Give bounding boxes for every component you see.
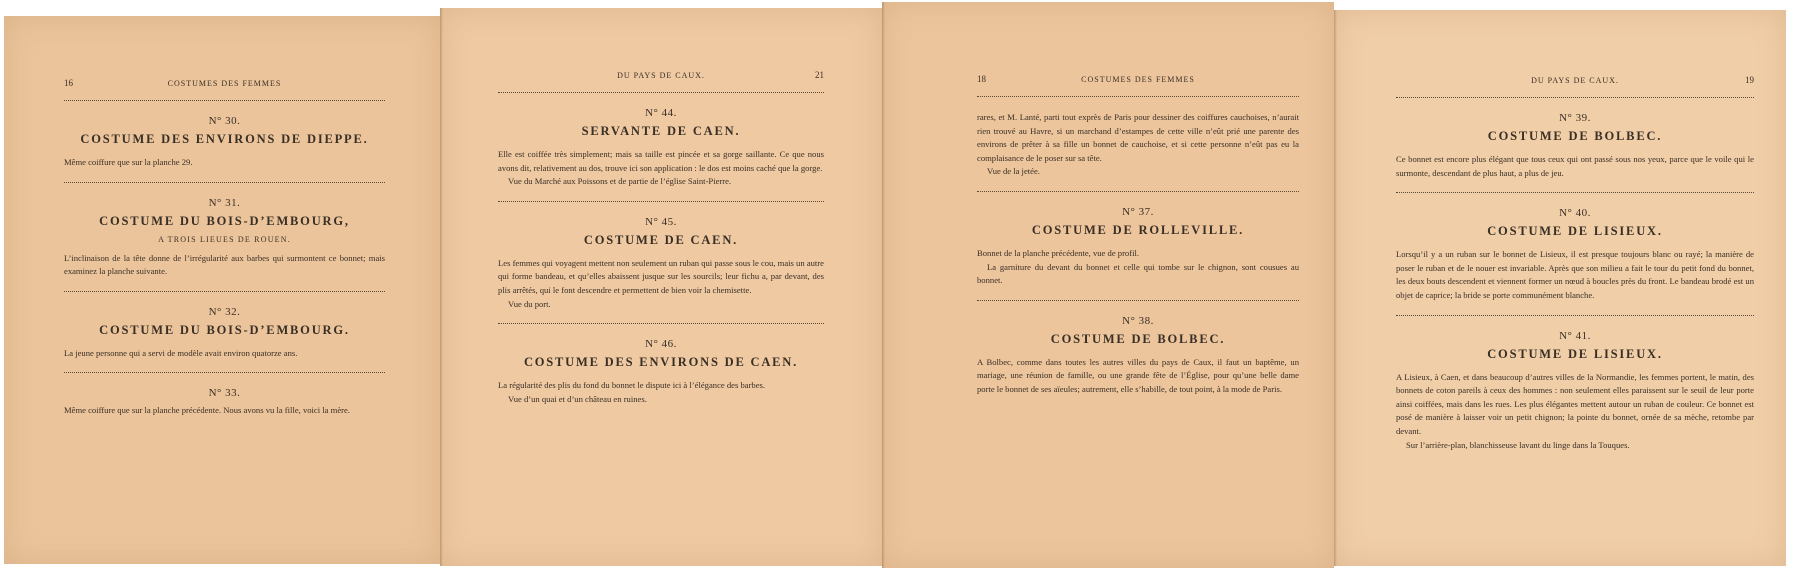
page-16 xyxy=(4,16,440,564)
section-n38 xyxy=(977,315,1299,397)
section-text: La garniture du devant du bonnet et celle qui tombe sur le chignon, sont cousues au bonnet. xyxy=(977,261,1299,286)
section-text: Vue du port. xyxy=(508,298,551,309)
dotted-rule xyxy=(1396,97,1754,98)
section-title: COSTUME DE LISIEUX. xyxy=(1487,224,1663,239)
section-text: Elle est coiffée très simplement; mais sa taille est pincée et sa gorge saillante. Ce que nous avons dit, relativement au dos, trouve ici son application : le dos est moins caché que la gorge. xyxy=(498,149,824,173)
dotted-rule xyxy=(64,100,385,101)
section-n39 xyxy=(1396,112,1754,180)
dotted-rule xyxy=(64,291,385,292)
section-text: La jeune personne qui a servi de modèle avait environ quatorze ans. xyxy=(64,347,298,358)
section-title: COSTUME DE ROLLEVILLE. xyxy=(1031,222,1245,237)
section-text: Les femmes qui voyagent mettent non seulement un ruban qui passe sous le cou, mais un autre qui forme bandeau, et qu’elles abaissent jusque sur les sourcils; leur fichu a, par devant, des plis arrêtés, qui le font descendre et permettent de bien voir la chemisette. xyxy=(498,257,824,295)
page-number: 19 xyxy=(1745,75,1754,85)
section-title: COSTUME DE LISIEUX. xyxy=(1487,346,1663,361)
continued-text xyxy=(977,111,1299,179)
section-text: Sur l’arrière-plan, blanchisseuse lavant du linge dans la Touques. xyxy=(1406,439,1630,450)
dotted-rule xyxy=(977,300,1299,301)
dotted-rule xyxy=(1396,192,1754,193)
dotted-rule xyxy=(1396,315,1754,316)
section-number: N° 40. xyxy=(1559,207,1591,220)
dotted-rule xyxy=(977,191,1299,192)
running-head-title: DU PAYS DE CAUX. xyxy=(1531,76,1619,85)
section-text: Lorsqu’il y a un ruban sur le bonnet de Lisieux, il est presque toujours blanc ou rayé; la manière de poser le ruban et de le nouer est invariable. Après que son milieu a fait le tour du petit fond du bonnet, les deux bouts descendent et viennent former un nœud à boucles près du front. Le bandeau brodé est un objet de caprice; la bride se porte communément blanche. xyxy=(1396,249,1754,300)
section-title: SERVANTE DE CAEN. xyxy=(581,124,741,138)
running-head-title: COSTUMES DES FEMMES xyxy=(1081,75,1195,84)
section-n40 xyxy=(1396,207,1754,302)
page-number: 16 xyxy=(64,78,73,88)
dotted-rule xyxy=(498,201,824,202)
section-number: N° 32. xyxy=(208,305,241,318)
running-header xyxy=(1396,75,1754,85)
section-text: Vue de la jetée. xyxy=(987,166,1040,177)
section-text: Vue d’un quai et d’un château en ruines. xyxy=(508,393,647,404)
section-text: rares, et M. Lanté, parti tout exprès de Paris pour dessiner des coiffures cauchoises, n’aurait rien trouvé au Havre, si un marchand d’estampes de cette ville n’eût prié une parente des environs de prêter à sa fille un bonnet de cauchoise, et si cette personne n’eût pas eu la complaisance de le poser sur sa tête. xyxy=(977,112,1299,163)
section-title: COSTUME DU BOIS-D’EMBOURG. xyxy=(99,322,350,337)
dotted-rule xyxy=(64,182,385,183)
section-number: N° 38. xyxy=(1122,314,1154,327)
section-number: N° 46. xyxy=(645,338,677,351)
running-header xyxy=(64,78,385,88)
dotted-rule xyxy=(498,92,824,93)
section-text: Ce bonnet est encore plus élégant que tous ceux qui ont passé sous nos yeux, parce que le voile qui le surmonte, descendant de plus haut, a plus de jeu. xyxy=(1396,154,1754,178)
section-n31 xyxy=(64,197,385,279)
page-number: 18 xyxy=(977,74,986,84)
section-n44 xyxy=(498,107,824,189)
running-header xyxy=(498,70,824,80)
section-n41 xyxy=(1396,330,1754,453)
section-number: N° 45. xyxy=(645,215,677,228)
section-text: Même coiffure que sur la planche 29. xyxy=(64,157,193,167)
section-number: N° 41. xyxy=(1559,329,1591,342)
section-text: Bonnet de la planche précédente, vue de profil. xyxy=(977,247,1140,258)
section-title: COSTUME DU BOIS-D’EMBOURG, xyxy=(99,213,350,228)
section-number: N° 37. xyxy=(1122,205,1154,218)
gutter-shadow xyxy=(1334,10,1337,566)
section-title: COSTUME DE BOLBEC. xyxy=(1050,331,1226,346)
page-19 xyxy=(1334,10,1786,566)
section-text: Même coiffure que sur la planche précédente. Nous avons vu la fille, voici la mère. xyxy=(64,405,350,416)
dotted-rule xyxy=(498,323,824,324)
section-text: La régularité des plis du fond du bonnet le dispute ici à l’élégance des barbes. xyxy=(498,380,766,391)
section-number: N° 31. xyxy=(208,196,241,209)
section-number: N° 33. xyxy=(208,387,241,400)
section-number: N° 39. xyxy=(1559,112,1591,124)
running-head-title: COSTUMES DES FEMMES xyxy=(167,79,282,88)
section-number: N° 44. xyxy=(645,107,677,119)
section-text: A Lisieux, à Caen, et dans beaucoup d’autres villes de la Normandie, les femmes portent, le matin, des bonnets de coton pareils à ceux des hommes : non seulement elles paraissent sur le seuil de leur porte ainsi coiffées, mais dans les rues. Les plus élégantes mettent autour un ruban de couleur. Ce bonnet est posé de manière à laisser voir un petit chignon; la pointe du bonnet, ornée de sa mèche, retombe par devant. xyxy=(1396,371,1754,436)
section-n37 xyxy=(977,206,1299,288)
section-n33 xyxy=(64,387,385,418)
section-text: Vue du Marché aux Poissons et de partie de l’église Saint-Pierre. xyxy=(508,176,732,187)
gutter-shadow xyxy=(882,2,885,568)
section-subtitle: A TROIS LIEUES DE ROUEN. xyxy=(158,234,291,244)
section-text: A Bolbec, comme dans toutes les autres villes du pays de Caux, il faut un baptême, un mariage, une réunion de famille, ou une grande fête de l’Église, pour qu’une belle dame porte le bonnet de ses aïeules; autrement, elle s’habille, de tout point, à la mode de Paris. xyxy=(977,356,1299,394)
page-21 xyxy=(440,8,882,566)
running-header xyxy=(977,74,1299,84)
section-n46 xyxy=(498,338,824,406)
section-number: N° 30. xyxy=(208,115,241,127)
section-title: COSTUME DES ENVIRONS DE DIEPPE. xyxy=(80,132,369,146)
section-n32 xyxy=(64,306,385,361)
dotted-rule xyxy=(977,96,1299,97)
section-title: COSTUME DES ENVIRONS DE CAEN. xyxy=(523,355,799,370)
running-head-title: DU PAYS DE CAUX. xyxy=(617,71,705,80)
dotted-rule xyxy=(64,372,385,373)
gutter-shadow xyxy=(440,8,443,566)
section-title: COSTUME DE BOLBEC. xyxy=(1487,129,1663,143)
page-number: 21 xyxy=(815,70,824,80)
section-text: L’inclinaison de la tête donne de l’irrégularité aux barbes qui surmontent ce bonnet; mais examinez la planche suivante. xyxy=(64,252,385,277)
section-n30 xyxy=(64,115,385,170)
section-n45 xyxy=(498,216,824,311)
page-18 xyxy=(882,2,1334,568)
section-title: COSTUME DE CAEN. xyxy=(583,232,739,247)
